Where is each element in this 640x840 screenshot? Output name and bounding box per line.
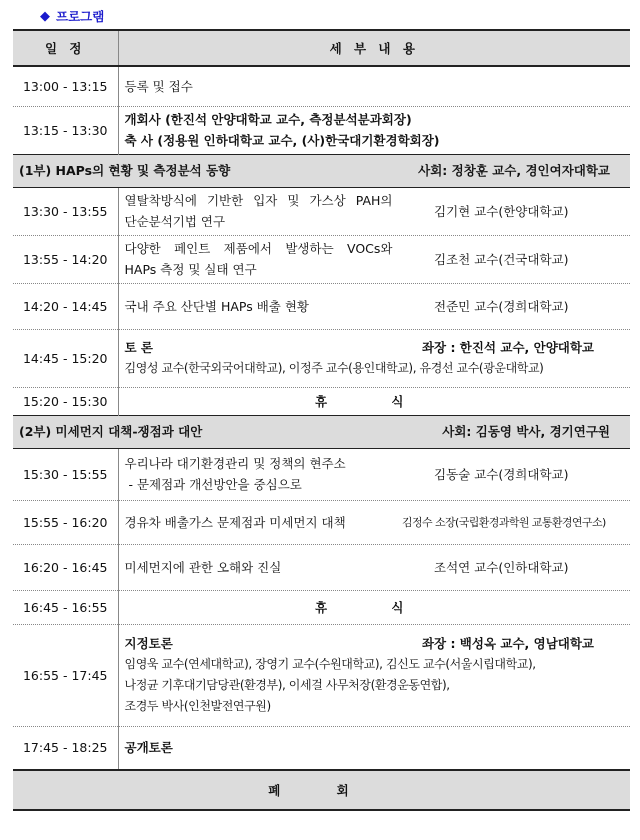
speaker: 김기현 교수(한양대학교) — [434, 203, 569, 219]
table-row — [13, 590, 630, 624]
table-row — [13, 66, 630, 106]
panelists-line: 임영욱 교수(연세대학교), 장영기 교수(수원대학교), 김신도 교수(서울시립대학교), — [124, 657, 536, 671]
talk-title: 국내 주요 산단별 HAPs 배출 현황 — [124, 298, 309, 314]
closing-label: 폐 회 — [13, 770, 630, 810]
row-time: 13:30 - 13:55 — [13, 187, 118, 235]
panelists-line: 나정균 기후대기담당관(환경부), 이세걸 사무처장(환경운동연합), — [124, 678, 450, 692]
table-row — [13, 329, 630, 387]
table-row — [13, 235, 630, 283]
open-discussion-label: 공개토론 — [118, 726, 630, 770]
chair: 좌장 : 한진석 교수, 안양대학교 — [421, 340, 594, 355]
table-row — [13, 726, 630, 770]
row-time: 17:45 - 18:25 — [13, 726, 118, 770]
table-row — [13, 448, 630, 500]
talk-title-line2: - 문제점과 개선방안을 중심으로 — [124, 477, 302, 492]
panelists: 김영성 교수(한국외국어대학교), 이정주 교수(용인대학교), 유경선 교수(광운대학교) — [124, 361, 544, 375]
speaker: 조석연 교수(인하대학교) — [434, 559, 569, 575]
table-row — [13, 187, 630, 235]
speaker: 김동술 교수(경희대학교) — [434, 466, 569, 482]
discussion-label: 지정토론 — [124, 636, 173, 651]
program-table — [13, 29, 630, 811]
row-time: 13:15 - 13:30 — [13, 106, 118, 154]
session-title: (2부) 미세먼지 대책-쟁점과 대안 — [19, 424, 203, 439]
talk-title-line1: 다양한 페인트 제품에서 발생하는 VOCs와 — [124, 241, 393, 256]
table-row — [13, 544, 630, 590]
table-header — [13, 30, 630, 66]
table-row — [13, 624, 630, 726]
opening-address: 개회사 (한진석 안양대학교 교수, 측정분석분과회장) — [124, 112, 412, 127]
row-time: 15:20 - 15:30 — [13, 387, 118, 415]
talk-title-line2: 단순분석기법 연구 — [124, 214, 226, 229]
row-time: 14:45 - 15:20 — [13, 329, 118, 387]
row-text: 등록 및 접수 — [118, 66, 630, 106]
congratulatory-address: 축 사 (정용원 인하대학교 교수, (사)한국대기환경학회장) — [124, 133, 440, 148]
speaker: 김조천 교수(건국대학교) — [434, 251, 569, 267]
speaker: 김정수 소장(국립환경과학원 교통환경연구소) — [402, 515, 606, 529]
header-detail: 세 부 내 용 — [118, 30, 630, 66]
break-label: 휴 식 — [118, 590, 630, 624]
session-row — [13, 154, 630, 187]
section-title-text: 프로그램 — [56, 9, 105, 24]
speaker: 전준민 교수(경희대학교) — [434, 298, 569, 314]
session-moderator: 사회: 정창훈 교수, 경인여자대학교 — [418, 163, 610, 178]
table-row — [13, 283, 630, 329]
session-row — [13, 415, 630, 448]
row-time: 16:20 - 16:45 — [13, 544, 118, 590]
row-time: 15:30 - 15:55 — [13, 448, 118, 500]
discussion-label: 토 론 — [124, 340, 154, 355]
diamond-icon: ◆ — [40, 8, 50, 24]
row-time: 16:45 - 16:55 — [13, 590, 118, 624]
row-time: 13:00 - 13:15 — [13, 66, 118, 106]
section-title — [40, 6, 104, 26]
table-row — [13, 387, 630, 415]
row-time: 14:20 - 14:45 — [13, 283, 118, 329]
row-time: 16:55 - 17:45 — [13, 624, 118, 726]
talk-title-line1: 열탈착방식에 기반한 입자 및 가스상 PAH의 — [124, 193, 393, 208]
closing-row — [13, 770, 630, 810]
row-time: 15:55 - 16:20 — [13, 500, 118, 544]
break-label: 휴 식 — [118, 387, 630, 415]
session-moderator: 사회: 김동영 박사, 경기연구원 — [442, 424, 610, 439]
talk-title-line1: 우리나라 대기환경관리 및 정책의 현주소 — [124, 456, 346, 471]
talk-title-line2: HAPs 측정 및 실태 연구 — [124, 262, 257, 277]
table-row — [13, 106, 630, 154]
talk-title: 경유차 배출가스 문제점과 미세먼지 대책 — [124, 514, 346, 530]
row-time: 13:55 - 14:20 — [13, 235, 118, 283]
table-row — [13, 500, 630, 544]
panelists-line: 조경두 박사(인천발전연구원) — [124, 699, 271, 713]
header-time: 일 정 — [13, 30, 118, 66]
session-title: (1부) HAPs의 현황 및 측정분석 동향 — [19, 163, 231, 178]
talk-title: 미세먼지에 관한 오해와 진실 — [124, 559, 282, 575]
chair: 좌장 : 백성옥 교수, 영남대학교 — [421, 636, 594, 651]
